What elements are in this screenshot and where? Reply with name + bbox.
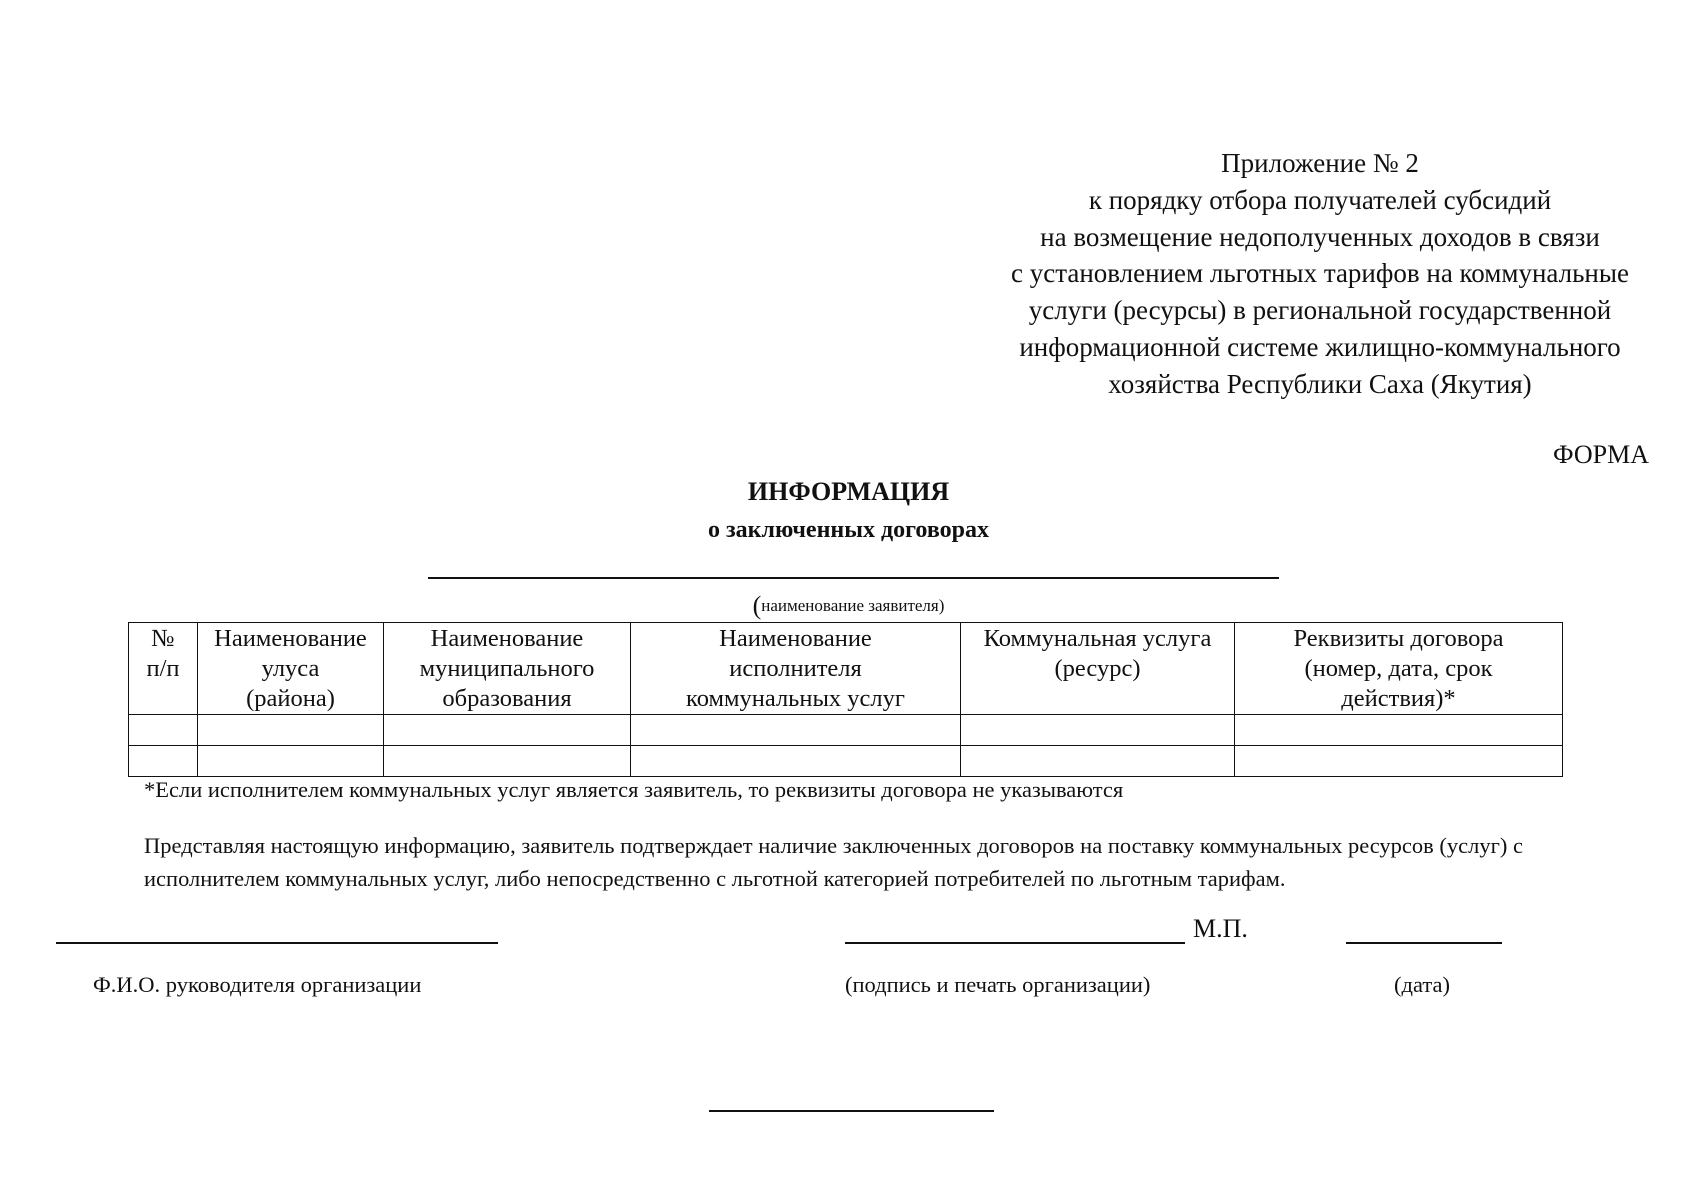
stamp-label: М.П. [1193, 914, 1248, 943]
applicant-statement [144, 829, 1644, 895]
table-cell[interactable] [961, 715, 1235, 746]
table-cell[interactable] [1235, 715, 1563, 746]
appendix-line: Приложение № 2 [1221, 148, 1419, 178]
table-cell[interactable] [384, 715, 631, 746]
date-caption: (дата) [1394, 972, 1450, 997]
table-cell[interactable] [129, 746, 198, 777]
statement-line: Представляя настоящую информацию, заявитель подтверждает наличие заключенных договоров на поставку коммунальных ресурсов (услуг) с [144, 833, 1523, 858]
head-name-caption: Ф.И.О. руководителя организации [93, 972, 422, 997]
table-cell[interactable] [631, 746, 961, 777]
table-cell[interactable] [198, 715, 384, 746]
header-executor: Наименование исполнителя коммунальных услуг [631, 623, 961, 715]
head-name-line [56, 942, 498, 944]
appendix-line: информационной системе жилищно-коммунального [1019, 331, 1621, 362]
header-number: № п/п [129, 623, 198, 715]
table-row [129, 746, 1563, 777]
date-line [1346, 942, 1502, 944]
table-cell[interactable] [631, 715, 961, 746]
header-municipality: Наименование муниципального образования [384, 623, 631, 715]
form-label: ФОРМА [1553, 440, 1649, 469]
contracts-table [128, 622, 1563, 777]
table-cell[interactable] [1235, 746, 1563, 777]
caption-text: наименование заявителя) [761, 596, 945, 615]
header-utility-service: Коммунальная услуга (ресурс) [961, 623, 1235, 715]
footnote: *Если исполнителем коммунальных услуг является заявитель, то реквизиты договора не указываются [144, 777, 1124, 802]
appendix-line: к порядку отбора получателей субсидий [1088, 184, 1552, 215]
signature-caption: (подпись и печать организации) [845, 972, 1151, 997]
table-cell[interactable] [129, 715, 198, 746]
table-cell[interactable] [384, 746, 631, 777]
header-contract-details: Реквизиты договора (номер, дата, срок действия)* [1235, 623, 1563, 715]
bottom-separator-line [709, 1110, 994, 1112]
applicant-name-line [428, 577, 1279, 579]
appendix-header [960, 145, 1680, 403]
document-subtitle: о заключенных договорах [708, 517, 989, 543]
applicant-name-caption [0, 591, 1697, 621]
appendix-line: хозяйства Республики Саха (Якутия) [1108, 368, 1532, 399]
caption-open-paren: ( [752, 591, 762, 620]
table-row [129, 715, 1563, 746]
document-title: ИНФОРМАЦИЯ [747, 477, 950, 506]
appendix-line: с установлением льготных тарифов на коммунальные [1011, 258, 1629, 289]
signature-line [845, 942, 1185, 944]
table-header-row [129, 623, 1563, 715]
appendix-line: услуги (ресурсы) в региональной государственной [1028, 295, 1612, 326]
appendix-line: на возмещение недополученных доходов в связи [1040, 221, 1600, 252]
header-ulus: Наименование улуса (района) [198, 623, 384, 715]
statement-line: исполнителем коммунальных услуг, либо непосредственно с льготной категорией потребителей по льготным тарифам. [144, 866, 1286, 891]
table-cell[interactable] [198, 746, 384, 777]
table-cell[interactable] [961, 746, 1235, 777]
